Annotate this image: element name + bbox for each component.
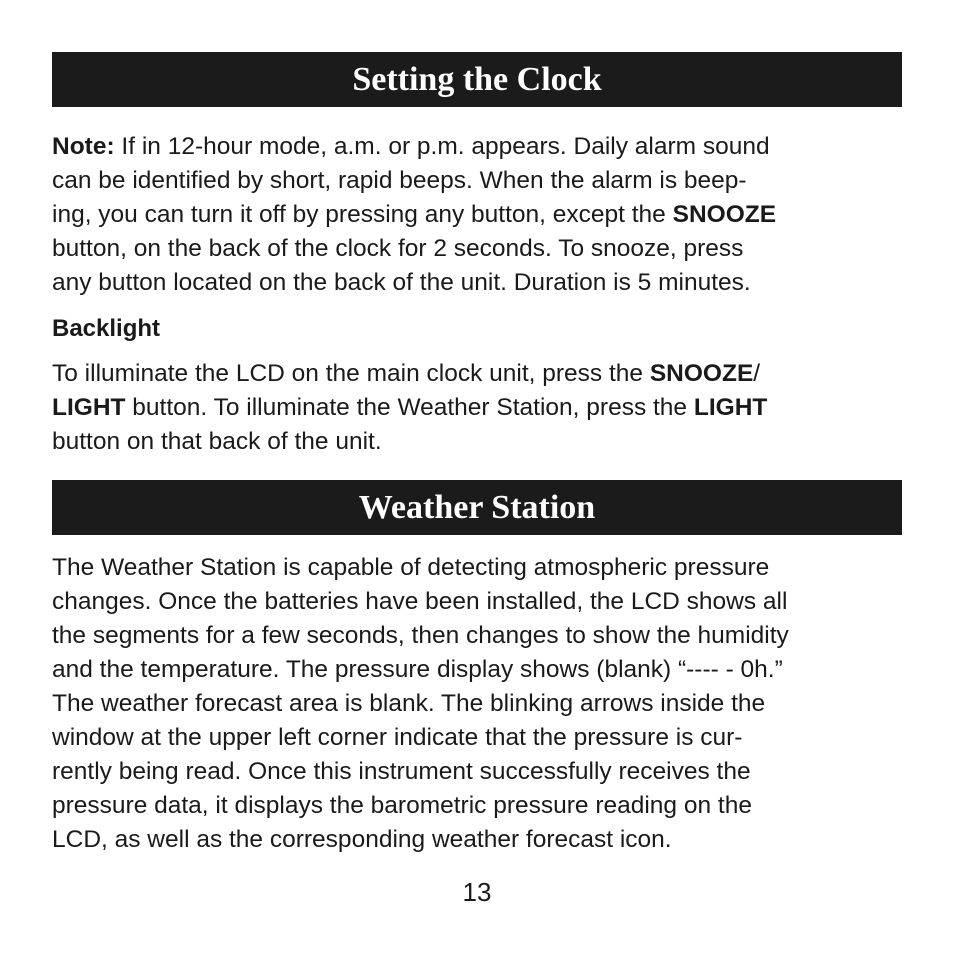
text-run: / bbox=[753, 360, 761, 387]
note-label: Note: bbox=[52, 133, 115, 160]
weather-line-4: and the temperature. The pressure display shows (blank) “---- - 0h.” bbox=[52, 656, 783, 683]
text-run: If in 12-hour mode, a.m. or p.m. appears. Daily alarm sound bbox=[114, 133, 770, 160]
note-paragraph bbox=[52, 130, 902, 300]
weather-paragraph bbox=[52, 551, 902, 857]
light-keyword: LIGHT bbox=[52, 394, 126, 421]
backlight-line-3: button on that back of the unit. bbox=[52, 428, 382, 455]
note-line-4: button, on the back of the clock for 2 seconds. To snooze, press bbox=[52, 235, 744, 262]
backlight-line-2 bbox=[52, 391, 902, 425]
snooze-keyword: SNOOZE bbox=[672, 201, 777, 228]
note-line-3 bbox=[52, 198, 902, 232]
backlight-heading: Backlight bbox=[52, 315, 161, 342]
backlight-line-1 bbox=[52, 357, 902, 391]
section-header-setting-the-clock bbox=[52, 52, 902, 107]
note-line-1 bbox=[52, 130, 902, 164]
weather-line-3: the segments for a few seconds, then changes to show the humidity bbox=[52, 622, 789, 649]
text-run: To illuminate the LCD on the main clock unit, press the bbox=[52, 360, 650, 387]
light-keyword: LIGHT bbox=[693, 394, 768, 421]
note-line-5: any button located on the back of the unit. Duration is 5 minutes. bbox=[52, 269, 751, 296]
weather-line-6: window at the upper left corner indicate that the pressure is cur- bbox=[52, 724, 743, 751]
note-line-2: can be identified by short, rapid beeps. When the alarm is beep- bbox=[52, 167, 747, 194]
section-header-weather-station bbox=[52, 480, 902, 535]
weather-line-2: changes. Once the batteries have been installed, the LCD shows all bbox=[52, 588, 788, 615]
text-run: button. To illuminate the Weather Station, press the bbox=[125, 394, 694, 421]
section-title: Weather Station bbox=[358, 488, 596, 526]
backlight-paragraph bbox=[52, 357, 902, 459]
weather-line-9: LCD, as well as the corresponding weather forecast icon. bbox=[52, 826, 672, 853]
weather-line-8: pressure data, it displays the barometric pressure reading on the bbox=[52, 792, 752, 819]
text-run: ing, you can turn it off by pressing any button, except the bbox=[52, 201, 673, 228]
snooze-keyword: SNOOZE bbox=[649, 360, 754, 387]
weather-line-7: rently being read. Once this instrument successfully receives the bbox=[52, 758, 751, 785]
weather-line-1: The Weather Station is capable of detecting atmospheric pressure bbox=[52, 554, 770, 581]
section-title: Setting the Clock bbox=[352, 60, 602, 98]
weather-line-5: The weather forecast area is blank. The blinking arrows inside the bbox=[52, 690, 766, 717]
page-number: 13 bbox=[462, 877, 492, 907]
